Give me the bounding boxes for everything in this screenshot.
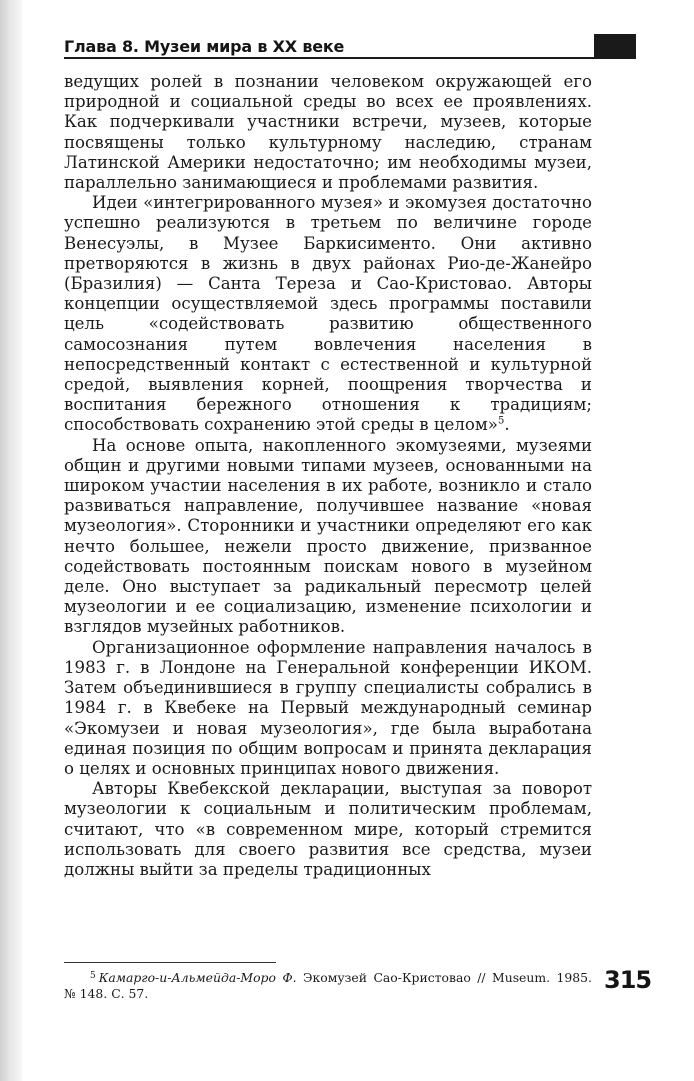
paragraph-text: Идеи «интегрированного музея» и экомузея достаточно успешно реализуются в третьем по величине городе Венесуэлы, в Музее Баркисименто. Они активно претворяются в жизнь в двух районах Рио-де-Жанейро (Бразилия) — Санта Тереза и Сао-Кристовао. Авторы концепции осуществляемой здесь программы поставили цель «содействовать развитию общественного самосознания путем вовлечения населения в непосредственный контакт с естественной и культурной средой, выявления корней, поощрения творчества и воспитания бережного отношения к традициям; способствовать сохранению этой среды в целом» [64, 193, 592, 435]
page-gutter-shadow [0, 0, 22, 1081]
paragraph: Организационное оформление направления началось в 1983 г. в Лондоне на Генеральной конференции ИКОМ. Затем объединившиеся в группу специалисты собрались в 1984 г. в Квебеке на Первый международный семинар «Экомузеи и новая музеология», где была выработана единая позиция по общим вопросам и принята декларация о целях и основных принципах нового движения. [64, 637, 592, 778]
running-head: Глава 8. Музеи мира в XX веке [64, 37, 345, 56]
footnote-text: Экомузей Сао-Кристовао // Museum. 1985. № 148. С. 57. [64, 970, 592, 1001]
page-number: 315 [604, 966, 652, 994]
paragraph: ведущих ролей в познании человеком окружающей его природной и социальной среды во всех ее проявлениях. Как подчеркивали участники встречи, музеев, которые посвящены только культурному наследию, странам Латинской Америки недостаточно; им необходимы музеи, параллельно занимающиеся и проблемами развития. [64, 72, 592, 193]
footnote-author: Камарго-и-Альмейда-Моро Ф. [98, 970, 297, 985]
header-rule [64, 57, 636, 59]
footnote [64, 968, 592, 1002]
paragraph: Авторы Квебекской декларации, выступая за поворот музеологии к социальным и политическим проблемам, считают, что «в современном мире, который стремится использовать для своего развития все средства, музеи должны выйти за пределы традиционных [64, 779, 592, 879]
page-header [64, 36, 634, 62]
footnote-rule [64, 962, 276, 963]
footnote-number: 5 [90, 971, 96, 981]
paragraph: На основе опыта, накопленного экомузеями, музеями общин и другими новыми типами музеев, основанными на широком участии населения в их работе, возникло и стало развиваться направление, получившее название «новая музеология». Сторонники и участники определяют его как нечто большее, нежели просто движение, призванное содействовать постоянным поискам нового в музейном деле. Оно выступает за радикальный пересмотр целей музеологии и ее социализацию, изменение психологии и взглядов музейных работников. [64, 435, 592, 637]
paragraph: Идеи «интегрированного музея» и экомузея достаточно успешно реализуются в третьем по величине городе Венесуэлы, в Музее Баркисименто. Они активно претворяются в жизнь в двух районах Рио-де-Жанейро (Бразилия) — Санта Тереза и Сао-Кристовао. Авторы концепции осуществляемой здесь программы поставили цель «содействовать развитию общественного самосознания путем вовлечения населения в непосредственный контакт с естественной и культурной средой, выявления корней, поощрения творчества и воспитания бережного отношения к традициям; способствовать сохранению этой среды в целом»$^5$. [64, 193, 592, 435]
main-text [64, 72, 592, 880]
footnote-reference: 5 [497, 415, 505, 427]
header-black-tab [594, 34, 636, 58]
